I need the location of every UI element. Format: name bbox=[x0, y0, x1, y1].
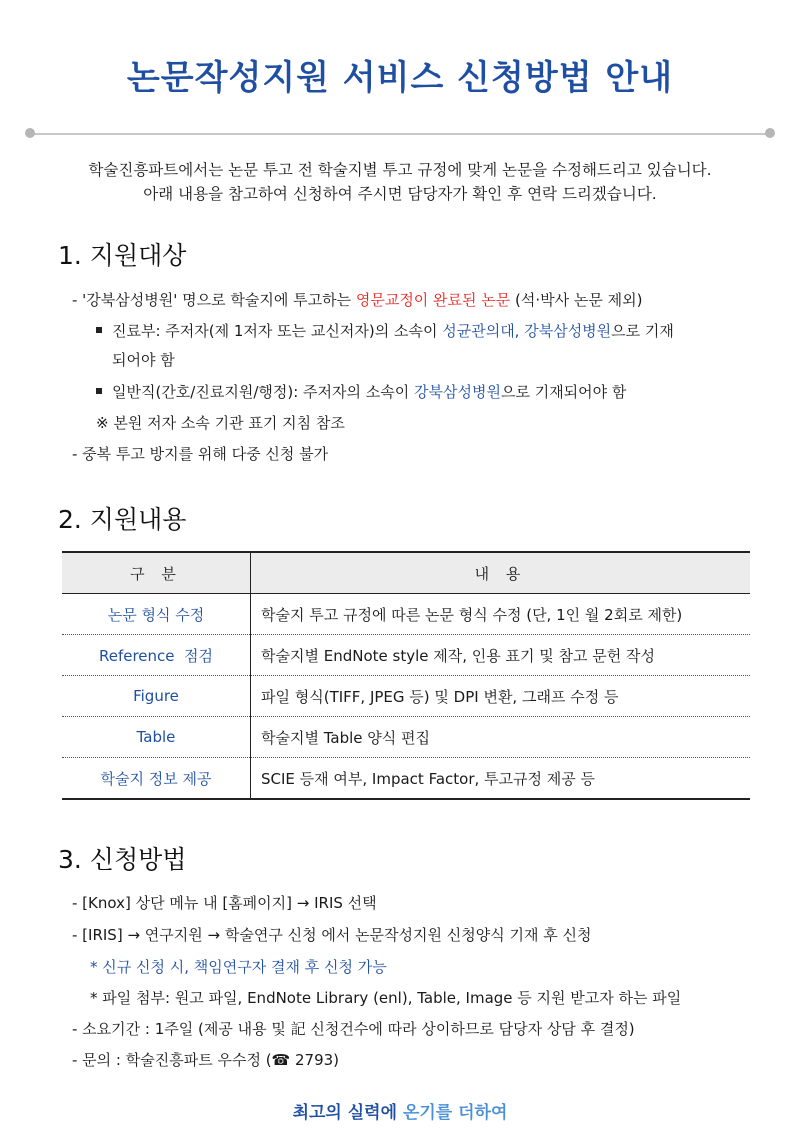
intro-line-2: 아래 내용을 참고하여 신청하여 주시면 담당자가 확인 후 연락 드리겠습니다. bbox=[143, 185, 657, 203]
table-row bbox=[62, 676, 750, 717]
section3-note-2: * 파일 첨부: 원고 파일, EndNote Library (enl), Table, Image 등 지원 받고자 하는 파일 bbox=[90, 989, 682, 1007]
section1-line-1-pre: - '강북삼성병원' 명으로 학술지에 투고하는 bbox=[72, 291, 356, 309]
footer-slogan-part-2: 온기를 더하여 bbox=[402, 1103, 508, 1123]
bullet-icon bbox=[96, 327, 102, 333]
divider-dot-right bbox=[765, 128, 775, 138]
table-row bbox=[62, 594, 750, 635]
table-row bbox=[62, 758, 750, 800]
section1-line-1 bbox=[72, 290, 643, 310]
section1-highlight-red: 영문교정이 완료된 논문 bbox=[355, 291, 511, 309]
table-header-category: 구 분 bbox=[62, 552, 251, 594]
footer-slogan-part-1: 최고의 실력에 bbox=[292, 1103, 403, 1123]
title-divider bbox=[28, 133, 772, 135]
bullet-2-pre: 일반직(간호/진료지원/행정): 주저자의 소속이 bbox=[112, 383, 414, 401]
section1-bullet-2 bbox=[96, 382, 626, 402]
section3-heading: 3. 신청방법 bbox=[58, 845, 187, 874]
section1-bullet-1 bbox=[96, 321, 674, 341]
bullet-1-post: 으로 기재 bbox=[611, 322, 674, 340]
page-title: 논문작성지원 서비스 신청방법 안내 bbox=[126, 58, 674, 98]
divider-dot-left bbox=[25, 128, 35, 138]
table-cell-content: 학술지별 Table 양식 편집 bbox=[251, 717, 751, 758]
section1-heading: 1. 지원대상 bbox=[58, 241, 187, 270]
table-cell-category: Figure bbox=[62, 676, 251, 717]
section1-bullet-1-cont: 되어야 함 bbox=[112, 351, 175, 369]
section3-note-1: * 신규 신청 시, 책임연구자 결재 후 신청 가능 bbox=[90, 958, 387, 976]
footer-slogan bbox=[0, 1098, 800, 1123]
intro-line-1: 학술진흥파트에서는 논문 투고 전 학술지별 투고 규정에 맞게 논문을 수정해드리고 있습니다. bbox=[88, 161, 712, 179]
support-table bbox=[62, 551, 750, 800]
table-cell-content: 파일 형식(TIFF, JPEG 등) 및 DPI 변환, 그래프 수정 등 bbox=[251, 676, 751, 717]
bullet-1-highlight: 성균관의대, 강북삼성병원 bbox=[442, 322, 612, 340]
table-cell-content: SCIE 등재 여부, Impact Factor, 투고규정 제공 등 bbox=[251, 758, 751, 800]
intro-text bbox=[0, 158, 800, 206]
section1-note: ※ 본원 저자 소속 기관 표기 지침 참조 bbox=[96, 414, 345, 432]
bullet-2-post: 으로 기재되어야 함 bbox=[500, 383, 627, 401]
table-row bbox=[62, 717, 750, 758]
table-cell-category: Reference 점검 bbox=[62, 635, 251, 676]
table-header-row bbox=[62, 552, 750, 594]
table-cell-category: 논문 형식 수정 bbox=[62, 594, 251, 635]
table-row bbox=[62, 635, 750, 676]
section3-line-1: - [Knox] 상단 메뉴 내 [홈페이지] → IRIS 선택 bbox=[72, 894, 377, 912]
table-cell-content: 학술지 투고 규정에 따른 논문 형식 수정 (단, 1인 월 2회로 제한) bbox=[251, 594, 751, 635]
section1-line-1-post: (석·박사 논문 제외) bbox=[510, 291, 643, 309]
section1-line-2: - 중복 투고 방지를 위해 다중 신청 불가 bbox=[72, 445, 329, 463]
bullet-1-pre: 진료부: 주저자(제 1저자 또는 교신저자)의 소속이 bbox=[112, 322, 443, 340]
table-header-content: 내 용 bbox=[251, 552, 751, 594]
table-cell-content: 학술지별 EndNote style 제작, 인용 표기 및 참고 문헌 작성 bbox=[251, 635, 751, 676]
table-cell-category: 학술지 정보 제공 bbox=[62, 758, 251, 800]
bullet-2-highlight: 강북삼성병원 bbox=[414, 383, 501, 401]
section3-line-6: - 문의 : 학술진흥파트 우수정 (☎ 2793) bbox=[72, 1051, 340, 1069]
bullet-icon bbox=[96, 388, 102, 394]
section3-line-2: - [IRIS] → 연구지원 → 학술연구 신청 에서 논문작성지원 신청양식 기재 후 신청 bbox=[72, 926, 592, 944]
section3-line-5: - 소요기간 : 1주일 (제공 내용 및 記 신청건수에 따라 상이하므로 담당자 상담 후 결정) bbox=[72, 1020, 635, 1038]
section2-heading: 2. 지원내용 bbox=[58, 505, 187, 534]
table-cell-category: Table bbox=[62, 717, 251, 758]
